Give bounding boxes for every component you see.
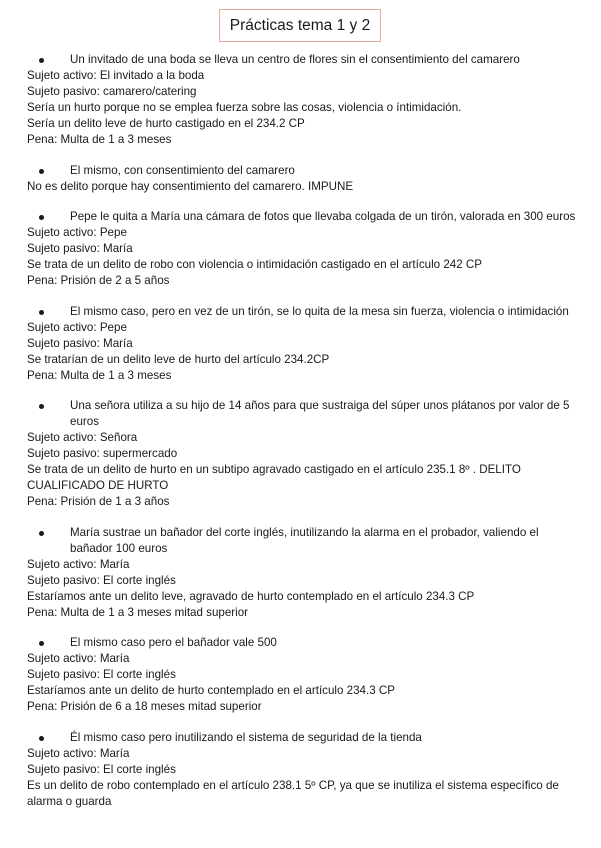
case-heading-text: Él mismo caso pero inutilizando el sistema de seguridad de la tienda (70, 730, 422, 744)
bullet-icon (39, 531, 44, 536)
case-line: Sería un hurto porque no se emplea fuerza sobre las cosas, violencia o íntimidación. (27, 101, 462, 114)
case-line: Pena: Multa de 1 a 3 meses (27, 133, 172, 146)
case-line: Pena: Prisión de 6 a 18 meses mitad superior (27, 700, 262, 713)
case-line: Se trata de un delito de hurto en un subtipo agravado castigado en el artículo 235.1 8º . DELITO CUALIFICADO DE HURTO (27, 463, 521, 492)
case-line: Pena: Multa de 1 a 3 meses mitad superior (27, 605, 249, 619)
case-3 (27, 209, 582, 289)
case-heading (27, 52, 582, 68)
case-heading (27, 163, 582, 179)
case-4 (27, 304, 582, 384)
case-line: Sujeto pasivo: El corte inglés (27, 668, 176, 681)
case-line: Sujeto activo: Señora (27, 431, 138, 444)
case-line: Pena: Multa de 1 a 3 meses (27, 368, 172, 382)
bullet-icon (39, 310, 44, 315)
case-line: Sujeto pasivo: María (27, 242, 133, 255)
case-line: Pena: Prisión de 1 a 3 años (27, 495, 170, 508)
case-heading (27, 398, 582, 430)
case-5 (27, 398, 582, 510)
case-heading-text: El mismo caso, pero en vez de un tirón, se lo quita de la mesa sin fuerza, violencia o intimidación (70, 304, 569, 318)
case-heading-text: Una señora utiliza a su hijo de 14 años para que sustraiga del súper unos plátanos por valor de 5 euros (70, 399, 570, 428)
case-heading (27, 635, 582, 651)
case-line: Sujeto activo: María (27, 652, 130, 665)
case-line: Se tratarían de un delito leve de hurto del artículo 234.2CP (27, 352, 330, 366)
case-line: Sujeto pasivo: El corte inglés (27, 762, 176, 776)
case-heading (27, 525, 582, 557)
case-line: Sería un delito leve de hurto castigado en el 234.2 CP (27, 117, 305, 130)
case-line: Sujeto pasivo: supermercado (27, 447, 178, 460)
case-line: Sujeto activo: María (27, 746, 130, 760)
case-heading (27, 730, 582, 746)
bullet-icon (39, 169, 44, 174)
case-heading-text: El mismo caso pero el bañador vale 500 (70, 636, 277, 649)
case-heading-text: El mismo, con consentimiento del camarero (70, 163, 295, 177)
case-heading (27, 209, 582, 225)
bullet-icon (39, 404, 44, 409)
case-line: Estaríamos ante un delito leve, agravado de hurto contemplado en el artículo 234.3 CP (27, 589, 475, 603)
case-line: Sujeto pasivo: El corte inglés (27, 573, 176, 587)
case-line: Sujeto activo: Pepe (27, 320, 127, 334)
case-line: No es delito porque hay consentimiento del camarero. IMPUNE (27, 179, 354, 193)
case-line: Sujeto activo: El invitado a la boda (27, 69, 205, 82)
bullet-icon (39, 641, 44, 646)
case-line: Pena: Prisión de 2 a 5 años (27, 274, 170, 287)
case-heading-text: Un invitado de una boda se lleva un centro de flores sin el consentimiento del camarero (70, 53, 520, 66)
case-line: Se trata de un delito de robo con violencia o intimidación castigado en el artículo 242 CP (27, 258, 483, 271)
case-8 (27, 730, 582, 810)
case-line: Sujeto pasivo: María (27, 336, 133, 350)
case-heading-text: Pepe le quita a María una cámara de fotos que llevaba colgada de un tirón, valorada en 300 euros (70, 210, 576, 223)
case-line: Estaríamos ante un delito de hurto contemplado en el artículo 234.3 CP (27, 684, 396, 697)
case-line: Sujeto activo: María (27, 557, 130, 571)
case-line: Sujeto pasivo: camarero/catering (27, 85, 197, 98)
page-title: Prácticas tema 1 y 2 (219, 9, 381, 42)
case-2 (27, 163, 582, 195)
bullet-icon (39, 736, 44, 741)
case-line: Es un delito de robo contemplado en el artículo 238.1 5º CP, ya que se inutiliza el sistema específico de alarma o guarda (27, 778, 559, 808)
case-line: Sujeto activo: Pepe (27, 226, 127, 239)
case-1 (27, 52, 582, 148)
document-body (27, 52, 582, 824)
bullet-icon (39, 215, 44, 220)
bullet-icon (39, 58, 44, 63)
case-7 (27, 635, 582, 715)
case-heading (27, 304, 582, 320)
case-6 (27, 525, 582, 621)
case-heading-text: María sustrae un bañador del corte inglés, inutilizando la alarma en el probador, valiendo el bañador 100 euros (70, 525, 539, 555)
